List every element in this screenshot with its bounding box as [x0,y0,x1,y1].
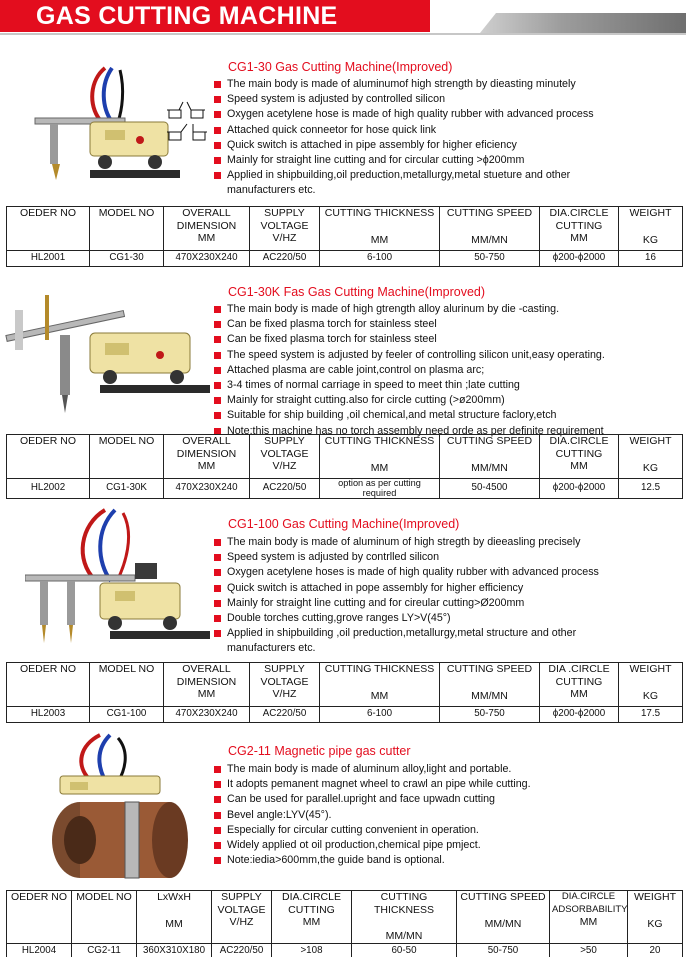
table-cell: 16 [619,251,683,267]
table-cell: CG1-30K [90,479,164,499]
table-cell [320,479,440,499]
table-cell: 60-50 [352,943,457,957]
feature-item: Oxygen acetylene hoses is made of high quality rubber with advanced process [214,565,674,580]
feature-list [214,302,684,439]
product-heading: CG1-30K Fas Gas Cutting Machine(Improved) [228,285,486,299]
table-cell: >108 [272,943,352,957]
feature-item: Speed system is adjusted by controlled silicon [214,92,674,107]
feature-item: Note:iedia>600mm,the guide band is optional. [214,853,674,868]
table-row [7,479,683,499]
table-cell: >50 [550,943,628,957]
table-cell: 360X310X180 [137,943,212,957]
table-cell: 50-750 [440,251,540,267]
header-cell: DIA .CIRCLE CUTTING MM [540,663,619,707]
header-cell: DIA.CIRCLE ADSORBABILITY MM [550,891,628,944]
feature-list [214,77,674,199]
feature-item: The main body is made of aluminum alloy,light and portable. [214,762,674,777]
feature-item: The main body is made of aluminumof high strength by dieasting minutely [214,77,674,92]
feature-item: Can be used for parallel.upright and face upwadn cutting [214,792,674,807]
header-cell: SUPPLY VOLTAGE V/HZ [212,891,272,944]
header-cell: CUTTING THICKNESS MM [320,435,440,479]
header-cell: MODEL NO [90,435,164,479]
header-cell: WEIGHT KG [628,891,683,944]
feature-item: Can be fixed plasma torch for stainless steel [214,317,684,332]
feature-item: Applied in shipbuilding ,oil preduction,metallurgy,metal structure and other [214,626,674,641]
feature-item: Mainly for straight cutting.also for circle cutting (>ø200mm) [214,393,684,408]
product-heading: CG1-100 Gas Cutting Machine(Improved) [228,517,460,531]
gas-cutting-machine-photo [25,505,210,655]
header-cell: DIA.CIRCLE CUTTING MM [540,435,619,479]
table-cell: 470X230X240 [164,251,250,267]
feature-item: Note:this machine has no torch assembly need orde as per definite requirement [214,424,684,439]
header-cell: MODEL NO [90,663,164,707]
table-cell: 470X230X240 [164,479,250,499]
feature-item: Double torches cutting,grove ranges LY>V(45°) [214,611,674,626]
pipe-cutter-photo [40,730,190,880]
feature-item: manufacturers etc. [227,642,316,655]
table-cell: CG1-100 [90,707,164,723]
table-cell: AC220/50 [250,479,320,499]
feature-item: The main body is made of aluminum of high stregth by dieeasling precisely [214,535,674,550]
header-cell: MODEL NO [90,207,164,251]
header-cell: OEDER NO [7,435,90,479]
table-cell: HL2004 [7,943,72,957]
table-cell: ϕ200-ϕ2000 [540,251,619,267]
table-cell: CG2-11 [72,943,137,957]
feature-item: Applied in shipbuilding,oil preduction,metallurgy,metal stueture and other [214,168,674,183]
table-cell: 50-750 [457,943,550,957]
header-cell: CUTTING SPEED MM/MN [440,435,540,479]
table-cell: ϕ200-ϕ2000 [540,707,619,723]
title-underline [0,33,686,35]
table-header-row [7,207,683,251]
header-cell: WEIGHT KG [619,435,683,479]
table-cell: 470X230X240 [164,707,250,723]
feature-item: Widely applied ot oil production,chemical pipe pmject. [214,838,674,853]
feature-item: 3-4 times of normal carriage in speed to meet thin ;late cutting [214,378,684,393]
feature-item: Attached quick conneetor for hose quick link [214,123,674,138]
feature-item: The main body is made of high gtrength alloy alurinum by die -casting. [214,302,684,317]
gas-cutting-machine-photo [5,285,210,420]
table-cell: 20 [628,943,683,957]
feature-item: Oxygen acetylene hose is made of high quality rubber with advanced process [214,107,674,122]
page-title: GAS CUTTING MACHINE [36,2,338,30]
table-header-row [7,891,683,944]
feature-item: Quick switch is attached in pipe assembly for higher eficiency [214,138,674,153]
table-row [7,943,683,957]
table-header-row [7,663,683,707]
table-cell: AC220/50 [250,251,320,267]
table-cell: 17.5 [619,707,683,723]
feature-item: Mainly for straight line cutting and for cireular cutting>Ø200mm [214,596,674,611]
feature-item: Suitable for ship building ,oil chemical,and metal structure faclory,etch [214,408,684,423]
gas-cutting-machine-photo [30,60,180,200]
header-cell: DIA.CIRCLE CUTTING MM [272,891,352,944]
table-row [7,251,683,267]
table-cell: 6-100 [320,707,440,723]
header-cell: CUTTING SPEED MM/MN [440,207,540,251]
header-cell: SUPPLY VOLTAGE V/HZ [250,435,320,479]
table-cell: 6-100 [320,251,440,267]
header-cell: LxWxH MM [137,891,212,944]
header-cell: OVERALL DIMENSION MM [164,435,250,479]
product-heading: CG2-11 Magnetic pipe gas cutter [228,744,411,758]
table-cell: 50-4500 [440,479,540,499]
header-cell: CUTTING SPEED MM/MN [440,663,540,707]
feature-item: Attached plasma are cable joint,control on plasma arc; [214,363,684,378]
table-cell: 12.5 [619,479,683,499]
spec-table [6,206,683,267]
table-row [7,707,683,723]
feature-item: Can be fixed plasma torch for stainless steel [214,332,684,347]
spec-table [6,434,683,499]
title-grey-band [480,13,686,33]
table-cell: HL2002 [7,479,90,499]
feature-item: Especially for circular cutting convenient in operation. [214,823,674,838]
feature-item: The speed system is adjusted by feeler of controlling silicon unit,easy operating. [214,348,684,363]
header-cell: OVERALL DIMENSION MM [164,663,250,707]
header-cell: OEDER NO [7,891,72,944]
table-header-row [7,435,683,479]
header-cell: WEIGHT KG [619,663,683,707]
cutting-thickness-note: option as per cutting required [338,478,421,498]
header-cell: OEDER NO [7,663,90,707]
feature-list [214,535,674,657]
feature-list [214,762,674,868]
feature-item: Speed system is adjusted by contrlled silicon [214,550,674,565]
header-cell: CUTTING THICKNESS MM [320,663,440,707]
spec-table [6,890,683,957]
header-cell: OEDER NO [7,207,90,251]
header-cell: CUTTING THICKNESS MM [320,207,440,251]
header-cell: CUTTING THICKNESS MM/MN [352,891,457,944]
feature-item: Quick switch is attached in pope assembly for higher efficiency [214,581,674,596]
title-bar [0,0,686,40]
table-cell: AC220/50 [212,943,272,957]
feature-item: manufacturers etc. [227,184,316,197]
spec-table [6,662,683,723]
header-cell: SUPPLY VOLTAGE V/HZ [250,663,320,707]
header-cell: DIA.CIRCLE CUTTING MM [540,207,619,251]
table-cell: HL2001 [7,251,90,267]
header-cell: CUTTING SPEED MM/MN [457,891,550,944]
table-cell: AC220/50 [250,707,320,723]
header-cell: OVERALL DIMENSION MM [164,207,250,251]
feature-item: Bevel angle:LYV(45°). [214,808,674,823]
table-cell: ϕ200-ϕ2000 [540,479,619,499]
header-cell: MODEL NO [72,891,137,944]
table-cell: 50-750 [440,707,540,723]
feature-item: Mainly for straight line cutting and for circular cutting >ϕ200mm [214,153,674,168]
header-cell: SUPPLY VOLTAGE V/HZ [250,207,320,251]
feature-item: It adopts pemanent magnet wheel to crawl an pipe while cutting. [214,777,674,792]
header-cell: WEIGHT KG [619,207,683,251]
table-cell: HL2003 [7,707,90,723]
product-heading: CG1-30 Gas Cutting Machine(Improved) [228,60,453,74]
table-cell: CG1-30 [90,251,164,267]
bevel-diagram-icon [165,100,215,146]
